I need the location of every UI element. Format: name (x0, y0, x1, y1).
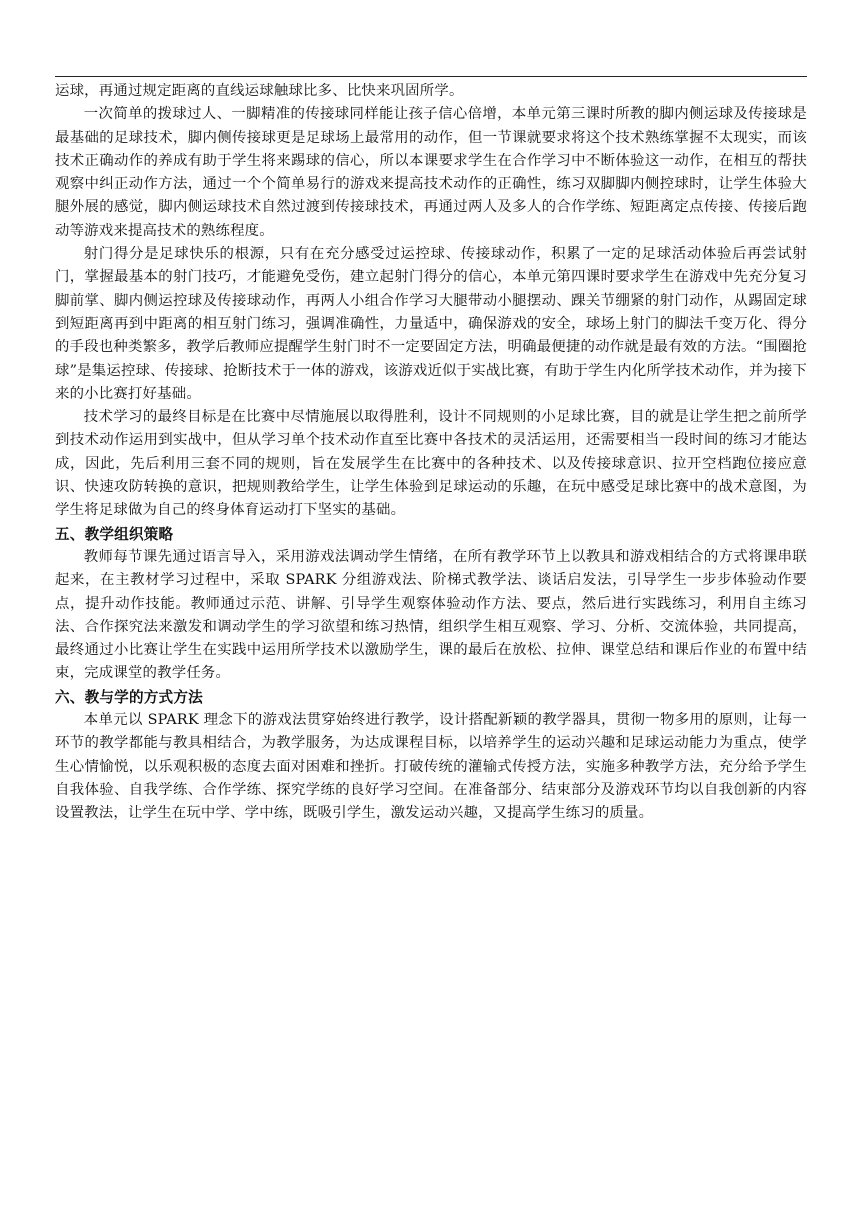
paragraph-organization: 教师每节课先通过语言导入，采用游戏法调动学生情绪，在所有教学环节上以教具和游戏相结合的方式将课串联起来，在主教材学习过程中，采取 SPARK 分组游戏法、阶梯式教学法、谈话启发法，引导学生一步步体验动作要点，提升动作技能。教师通过示范、讲解、引导学生观察体验动作方法、要点，然后进行实践练习，利用自主练习法、合作探究法来激发和调动学生的学习欲望和练习热情，组织学生相互观察、学习、分析、交流体验，共同提高，最终通过小比赛让学生在实践中运用所学技术以激励学生，课的最后在放松、拉伸、课堂总结和课后作业的布置中结束，完成课堂的教学任务。 (55, 548, 807, 682)
paragraph-shooting: 射门得分是足球快乐的根源，只有在充分感受过运控球、传接球动作，积累了一定的足球活动体验后再尝试射门，掌握最基本的射门技巧，才能避免受伤，建立起射门得分的信心，本单元第四课时要求学生在游戏中先充分复习脚前掌、脚内侧运控球及传接球动作，再两人小组合作学习大腿带动小腿摆动、踝关节绷紧的射门动作，从踢固定球到短距离再到中距离的相互射门练习，强调准确性，力量适中，确保游戏的安全，球场上射门的脚法千变万化、得分的手段也种类繁多，教学后教师应提醒学生射门时不一定要固定方法，明确最便捷的动作就是最有效的方法。“围圈抢球”是集运控球、传接球、抢断技术于一体的游戏，该游戏近似于实战比赛，有助于学生内化所学技术动作，并为接下来的小比赛打好基础。 (55, 246, 807, 402)
paragraph-match: 技术学习的最终目标是在比赛中尽情施展以取得胜利，设计不同规则的小足球比赛，目的就是让学生把之前所学到技术动作运用到实战中，但从学习单个技术动作直至比赛中各技术的灵活运用，还需要相当一段时间的练习才能达成，因此，先后利用三套不同的规则，旨在发展学生在比赛中的各种技术、以及传接球意识、拉开空档跑位接应意识、快速攻防转换的意识，把规则教给学生，让学生体验到足球运动的乐趣，在玩中感受足球比赛中的战术意图，为学生将足球做为自己的终身体育运动打下坚实的基础。 (55, 409, 807, 519)
paragraph-methods: 本单元以 SPARK 理念下的游戏法贯穿始终进行教学，设计搭配新颖的教学器具，贯彻一物多用的原则，让每一环节的教学都能与教具相结合，为教学服务，为达成课程目标，以培养学生的运动兴趣和足球运动能力为重点，使学生心情愉悦，以乐观积极的态度去面对困难和挫折。打破传统的灌输式传授方法，实施多种教学方法，充分给予学生自我体验、自我学练、合作学练、探究学练的良好学习空间。在准备部分、结束部分及游戏环节均以自我创新的内容设置教法，让学生在玩中学、学中练，既吸引学生，激发运动兴趣，又提高学生练习的质量。 (55, 712, 807, 822)
header-rule (55, 76, 807, 77)
section-heading-6: 六、教与学的方式方法 (55, 688, 203, 706)
paragraph-passing: 一次简单的拨球过人、一脚精准的传接球同样能让孩子信心倍增，本单元第三课时所教的脚内侧运球及传接球是最基础的足球技术，脚内侧传接球更是足球场上最常用的动作，但一节课就要求将这个技术熟练掌握不太现实，而该技术正确动作的养成有助于学生将来踢球的信心，所以本课要求学生在合作学习中不断体验这一动作，在相互的帮扶观察中纠正动作方法，通过一个个简单易行的游戏来提高技术动作的正确性，练习双脚脚内侧控球时，让学生体验大腿外展的感觉，脚内侧运球技术自然过渡到传接球技术，再通过两人及多人的合作学练、短距离定点传接、传接后跑动等游戏来提高技术的熟练程度。 (55, 106, 807, 239)
paragraph-continuation: 运球，再通过规定距离的直线运球触球比多、比快来巩固所学。 (55, 83, 464, 99)
section-heading-5: 五、教学组织策略 (55, 525, 174, 543)
document-body (55, 80, 807, 826)
